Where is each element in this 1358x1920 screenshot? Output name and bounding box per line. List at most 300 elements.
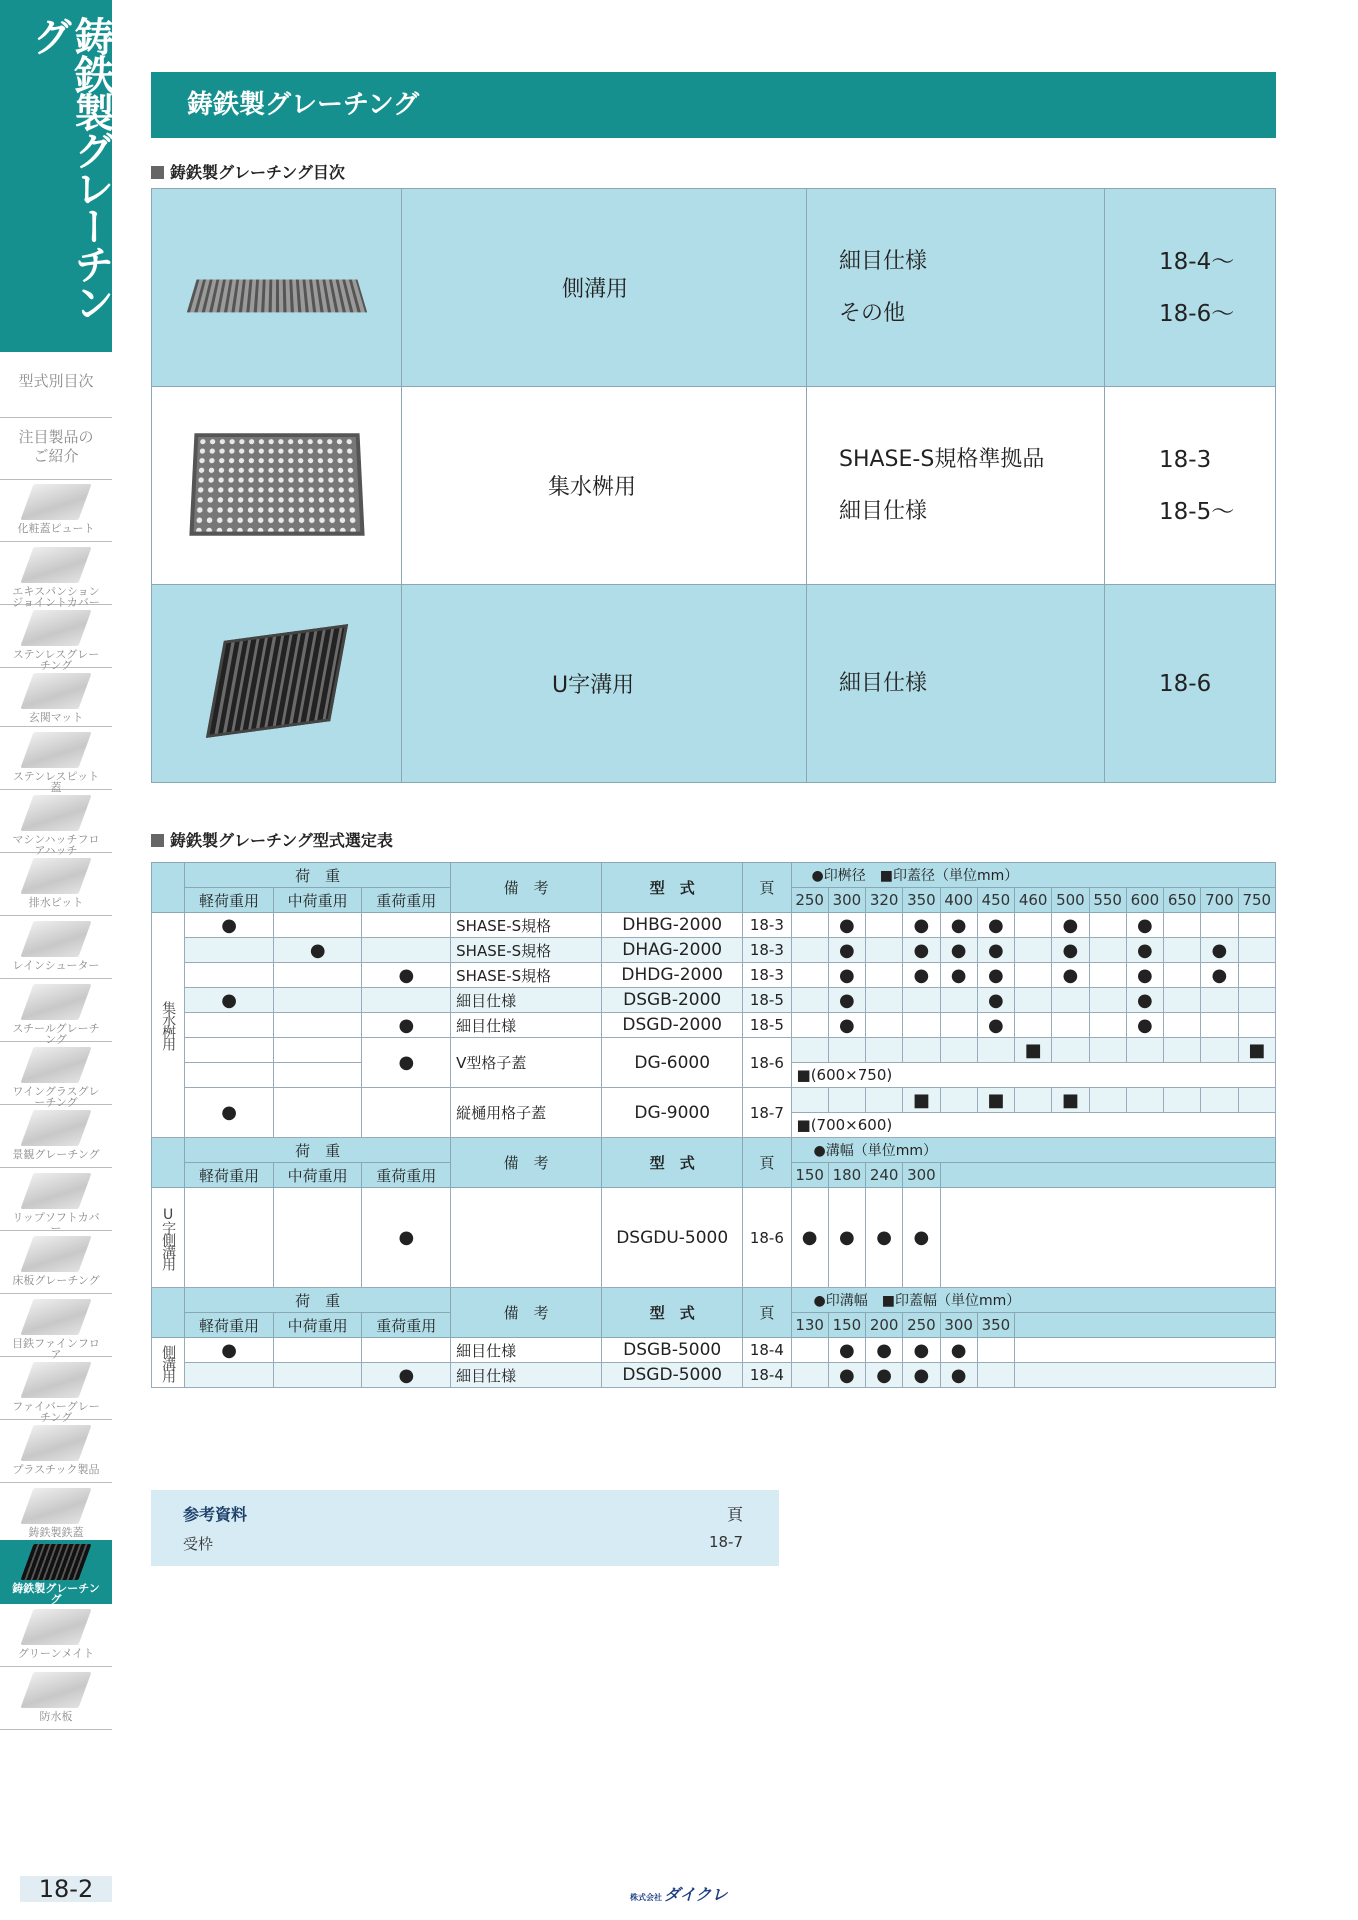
grid-cell: ● (977, 913, 1014, 938)
page-header: 頁 (743, 1288, 791, 1338)
sidebar-item-label: 化粧蓋ピュート (17, 522, 95, 535)
grid-cell (273, 1063, 362, 1088)
size-label: 250 (791, 888, 828, 913)
grid-cell (273, 1038, 362, 1063)
sidebar-item[interactable] (0, 1295, 112, 1361)
grid-cell (362, 988, 451, 1013)
model-header: 型 式 (602, 863, 743, 913)
toc-spec: 細目仕様 その他 (807, 189, 1105, 387)
grid-cell: ● (362, 1363, 451, 1388)
sidebar-item[interactable] (0, 1106, 112, 1168)
product-thumbnail (20, 1299, 91, 1335)
grid-cell (1089, 938, 1126, 963)
grid-cell (1164, 1013, 1201, 1038)
sidebar-item[interactable] (0, 1605, 112, 1667)
page-ref: 18-6 (743, 1038, 791, 1088)
grid-cell: ● (1201, 938, 1238, 963)
grid-cell (273, 1363, 362, 1388)
sidebar-item[interactable] (0, 854, 112, 916)
table-row[interactable]: ● 縦樋用格子蓋 DG-9000 18-7 ■ ■ ■ (152, 1088, 1276, 1113)
grid-cell: ● (903, 1188, 940, 1288)
load-heavy: 重荷重用 (362, 1313, 451, 1338)
grid-cell (273, 913, 362, 938)
grid-cell (1201, 1038, 1238, 1063)
grid-cell (273, 1188, 362, 1288)
grid-cell: ● (828, 988, 865, 1013)
sidebar-item[interactable] (0, 1668, 112, 1730)
sidebar-item-label: 防水板 (39, 1710, 73, 1723)
product-thumbnail (20, 547, 91, 583)
grid-cell (1238, 1088, 1275, 1113)
sidebar-item-label: ファイバーグレーチング (12, 1400, 100, 1424)
sidebar-item[interactable] (0, 1043, 112, 1109)
load-heavy: 重荷重用 (362, 1163, 451, 1188)
grid-cell (866, 1038, 903, 1063)
grid-cell (903, 1038, 940, 1063)
grid-cell: ● (828, 963, 865, 988)
grid-cell (791, 1038, 828, 1063)
grid-cell: ● (977, 988, 1014, 1013)
toc-row[interactable] (152, 189, 1276, 387)
sidebar-item-model-index[interactable] (0, 368, 112, 418)
sidebar-item[interactable] (0, 1232, 112, 1294)
model: DSGB-5000 (602, 1338, 743, 1363)
size-label: 460 (1015, 888, 1052, 913)
sidebar-item[interactable] (0, 669, 112, 727)
grid-cell (791, 1013, 828, 1038)
grid-cell (1089, 1088, 1126, 1113)
reference-row[interactable] (183, 1533, 743, 1554)
product-image (152, 585, 402, 783)
page-ref: 18-4 (743, 1363, 791, 1388)
sidebar-item-label: 玄関マット (28, 711, 84, 724)
grid-cell (1015, 938, 1052, 963)
grid-cell: ● (1052, 938, 1089, 963)
grid-cell (1089, 1038, 1126, 1063)
sidebar-item-label: 排水ピット (28, 896, 84, 909)
size-label: 750 (1238, 888, 1275, 913)
remark: SHASE-S規格 (451, 913, 602, 938)
grid-cell (185, 938, 274, 963)
remark: 細目仕様 (451, 1338, 602, 1363)
grid-cell: ● (185, 988, 274, 1013)
table-row[interactable] (152, 963, 1276, 988)
grid-cell: ■ (977, 1088, 1014, 1113)
table-row[interactable] (152, 1013, 1276, 1038)
size-note: ■(600×750) (791, 1063, 1275, 1088)
model: DG-6000 (602, 1038, 743, 1088)
toc-spec: SHASE-S規格準拠品 細目仕様 (807, 387, 1105, 585)
grid-cell (866, 1088, 903, 1113)
reference-page-header: 頁 (726, 1505, 743, 1524)
grid-cell (791, 1338, 828, 1363)
model: DHDG-2000 (602, 963, 743, 988)
sidebar-item-label: 床板グレーチング (12, 1274, 100, 1287)
product-thumbnail (20, 1110, 91, 1146)
model: DG-9000 (602, 1088, 743, 1138)
size-label: 450 (977, 888, 1014, 913)
selection-table (151, 862, 1276, 1388)
grid-cell: ■ (903, 1088, 940, 1113)
grid-cell (1164, 913, 1201, 938)
grid-cell (1238, 938, 1275, 963)
grid-cell (1238, 988, 1275, 1013)
grid-cell: ● (866, 1188, 903, 1288)
grid-cell (791, 1363, 828, 1388)
load-light: 軽荷重用 (185, 1163, 274, 1188)
grid-cell: ● (903, 1338, 940, 1363)
product-image (152, 189, 402, 387)
sidebar-item[interactable] (0, 728, 112, 794)
grid-cell (1015, 963, 1052, 988)
grid-cell (1164, 988, 1201, 1013)
remark: SHASE-S規格 (451, 963, 602, 988)
sidebar-item-label: プラスチック製品 (12, 1463, 100, 1476)
reference-title: 参考資料 (183, 1505, 248, 1524)
grid-cell (791, 1088, 828, 1113)
grid-cell: ● (977, 1013, 1014, 1038)
toc-name: 集水桝用 (402, 387, 807, 585)
grid-cell (1238, 963, 1275, 988)
toc-page[interactable]: 18-4〜 18-6〜 (1105, 189, 1276, 387)
page-ref: 18-3 (743, 913, 791, 938)
model: DSGDU-5000 (602, 1188, 743, 1288)
product-thumbnail (20, 1236, 91, 1272)
sidebar-item[interactable] (0, 543, 112, 609)
grid-cell: ● (1126, 988, 1163, 1013)
grid-cell (866, 963, 903, 988)
grid-cell: ■ (1015, 1038, 1052, 1063)
sidebar-item[interactable] (0, 606, 112, 672)
size-label: 200 (866, 1313, 903, 1338)
grid-cell (866, 913, 903, 938)
table-row[interactable] (152, 988, 1276, 1013)
sidebar-item-label: エキスパンションジョイントカバー (12, 585, 100, 609)
sidebar-item-label: ワイングラスグレーチング (12, 1085, 100, 1109)
load-header: 荷 重 (185, 863, 451, 888)
model-header: 型 式 (602, 1288, 743, 1338)
load-medium: 中荷重用 (273, 888, 362, 913)
grid-cell (977, 1363, 1014, 1388)
grid-cell: ● (903, 1363, 940, 1388)
grid-cell (1164, 963, 1201, 988)
size-header: ●溝幅（単位mm） (791, 1138, 1275, 1163)
size-label: 300 (940, 1313, 977, 1338)
remark: SHASE-S規格 (451, 938, 602, 963)
grid-cell: ● (828, 1013, 865, 1038)
grid-cell (940, 1038, 977, 1063)
sidebar-item[interactable] (0, 1540, 112, 1604)
group-label: 側溝用 (152, 1338, 185, 1388)
remark-header: 備 考 (451, 1138, 602, 1188)
product-thumbnail (20, 484, 91, 520)
sidebar-item-label: ステンレスグレーチング (12, 648, 100, 672)
model: DSGB-2000 (602, 988, 743, 1013)
grid-cell (273, 1338, 362, 1363)
size-label: 350 (903, 888, 940, 913)
grid-cell (977, 1338, 1014, 1363)
remark: V型格子蓋 (451, 1038, 602, 1088)
sidebar-item-label: 鋳鉄製グレーチング (12, 1582, 100, 1606)
grid-cell: ● (362, 1188, 451, 1288)
load-medium: 中荷重用 (273, 1163, 362, 1188)
load-medium: 中荷重用 (273, 1313, 362, 1338)
load-light: 軽荷重用 (185, 888, 274, 913)
sidebar-item-label: ステンレスピット蓋 (12, 770, 100, 794)
size-label: 350 (977, 1313, 1014, 1338)
grid-cell: ● (828, 938, 865, 963)
sidebar-item[interactable] (0, 917, 112, 979)
toc-page[interactable]: 18-3 18-5〜 (1105, 387, 1276, 585)
size-note: ■(700×600) (791, 1113, 1275, 1138)
grid-cell (1164, 1088, 1201, 1113)
product-thumbnail (20, 1173, 91, 1209)
grid-cell (273, 988, 362, 1013)
grid-cell (791, 913, 828, 938)
grid-cell (1015, 1088, 1052, 1113)
grid-cell (1201, 988, 1238, 1013)
toc-name: U字溝用 (402, 585, 807, 783)
sidebar-item[interactable] (0, 791, 112, 857)
product-image (152, 387, 402, 585)
sidebar-item-label: グリーンメイト (17, 1647, 95, 1660)
grid-cell (940, 988, 977, 1013)
grid-cell (1052, 1013, 1089, 1038)
grid-cell: ● (940, 913, 977, 938)
size-label: 500 (1052, 888, 1089, 913)
grid-cell: ● (1052, 913, 1089, 938)
grid-cell: ● (903, 913, 940, 938)
grid-cell (1201, 1013, 1238, 1038)
size-label: 150 (791, 1163, 828, 1188)
product-thumbnail (20, 673, 91, 709)
grid-cell: ● (828, 1188, 865, 1288)
grid-cell: ● (828, 1338, 865, 1363)
grid-cell (977, 1038, 1014, 1063)
sidebar-item-label: リップソフトカバー (12, 1211, 100, 1235)
product-thumbnail (20, 1488, 91, 1524)
size-label: 600 (1126, 888, 1163, 913)
grid-cell (1089, 913, 1126, 938)
table-row[interactable] (152, 1363, 1276, 1388)
grid-cell (903, 1013, 940, 1038)
product-thumbnail (20, 1047, 91, 1083)
grid-cell (791, 988, 828, 1013)
sidebar-item-label: スチールグレーチング (12, 1022, 100, 1046)
grid-cell (828, 1038, 865, 1063)
grid-cell: ● (903, 963, 940, 988)
grid-cell (273, 963, 362, 988)
grid-cell: ● (977, 938, 1014, 963)
grid-cell: ● (362, 963, 451, 988)
size-header: ●印桝径 ■印蓋径（単位mm） (791, 863, 1275, 888)
grid-cell (1052, 1038, 1089, 1063)
grid-cell (362, 913, 451, 938)
grid-cell (903, 988, 940, 1013)
model-header: 型 式 (602, 1138, 743, 1188)
size-label: 300 (828, 888, 865, 913)
size-label: 400 (940, 888, 977, 913)
toc-section-title: 鋳鉄製グレーチング目次 (151, 160, 345, 183)
grid-cell (1238, 913, 1275, 938)
product-thumbnail (20, 858, 91, 894)
grid-cell: ● (362, 1013, 451, 1038)
size-label: 130 (791, 1313, 828, 1338)
load-header: 荷 重 (185, 1138, 451, 1163)
grid-cell: ● (1126, 913, 1163, 938)
table-row[interactable] (152, 1338, 1276, 1363)
page-title: 鋳鉄製グレーチング (151, 72, 1276, 138)
grid-cell (1201, 1088, 1238, 1113)
sidebar-item-label: レインシューター (12, 959, 100, 972)
grid-cell: ■ (1238, 1038, 1275, 1063)
size-label: 650 (1164, 888, 1201, 913)
model: DHBG-2000 (602, 913, 743, 938)
product-thumbnail (20, 795, 91, 831)
table-row[interactable] (152, 1038, 1276, 1063)
reference-box (151, 1490, 779, 1566)
grid-cell: ● (940, 1338, 977, 1363)
product-thumbnail (20, 1544, 91, 1580)
grid-cell (362, 938, 451, 963)
grid-cell: ● (1126, 1013, 1163, 1038)
grid-cell (1126, 1088, 1163, 1113)
product-thumbnail (20, 1362, 91, 1398)
size-label: 550 (1089, 888, 1126, 913)
toc-name: 側溝用 (402, 189, 807, 387)
reference-item: 受枠 (183, 1535, 214, 1553)
sidebar-item-label: 目鉄ファインフロア (12, 1337, 100, 1361)
grid-cell: ● (1052, 963, 1089, 988)
page-ref: 18-5 (743, 1013, 791, 1038)
sidebar-item-label: 型式別目次 (18, 372, 94, 390)
company-logo: 株式会社 ダイクレ (630, 1885, 728, 1904)
grid-cell (866, 1013, 903, 1038)
grid-cell (185, 963, 274, 988)
grid-cell (1164, 1038, 1201, 1063)
table-row[interactable] (152, 938, 1276, 963)
toc-page[interactable]: 18-6 (1105, 585, 1276, 783)
grid-cell: ● (977, 963, 1014, 988)
sidebar-item[interactable] (0, 980, 112, 1046)
grid-cell: ■ (1052, 1088, 1089, 1113)
sidebar-item[interactable] (0, 1421, 112, 1483)
model: DSGD-5000 (602, 1363, 743, 1388)
grid-cell: ● (903, 938, 940, 963)
reference-page: 18-7 (708, 1533, 743, 1551)
sidebar-item-label: 注目製品のご紹介 (18, 428, 94, 465)
grid-cell (828, 1088, 865, 1113)
grid-cell (1015, 913, 1052, 938)
grid-cell (791, 963, 828, 988)
table-row[interactable] (152, 1188, 1276, 1288)
toc-row[interactable] (152, 387, 1276, 585)
grid-cell (1201, 913, 1238, 938)
page-ref: 18-6 (743, 1188, 791, 1288)
grid-cell (940, 1088, 977, 1113)
remark: 縦樋用格子蓋 (451, 1088, 602, 1138)
sidebar-item-label: 景観グレーチング (12, 1148, 100, 1161)
size-header: ●印溝幅 ■印蓋幅（単位mm） (791, 1288, 1275, 1313)
grid-cell: ● (940, 938, 977, 963)
page-ref: 18-3 (743, 938, 791, 963)
size-label: 700 (1201, 888, 1238, 913)
page-ref: 18-3 (743, 963, 791, 988)
grid-cell (185, 1363, 274, 1388)
sidebar-item-label: 鋳鉄製鉄蓋 (28, 1526, 84, 1539)
grid-cell (1089, 1013, 1126, 1038)
page-ref: 18-4 (743, 1338, 791, 1363)
grid-cell: ● (940, 963, 977, 988)
grid-cell: ● (791, 1188, 828, 1288)
sidebar-item[interactable] (0, 1484, 112, 1546)
remark-header: 備 考 (451, 1288, 602, 1338)
grid-cell: ● (273, 938, 362, 963)
side-category-tab: 鋳鉄製グレーチング (0, 0, 112, 352)
model: DHAG-2000 (602, 938, 743, 963)
grid-cell (185, 1013, 274, 1038)
grid-cell (362, 1338, 451, 1363)
grid-cell (1164, 938, 1201, 963)
product-thumbnail (20, 1425, 91, 1461)
grid-cell (866, 988, 903, 1013)
grid-cell: ● (828, 1363, 865, 1388)
grid-cell: ● (1201, 963, 1238, 988)
page-ref: 18-7 (743, 1088, 791, 1138)
product-thumbnail (20, 732, 91, 768)
product-thumbnail (20, 1672, 91, 1708)
toc-row[interactable] (152, 585, 1276, 783)
grid-cell (1089, 963, 1126, 988)
table-header-row (152, 863, 1276, 888)
page-number: 18-2 (20, 1876, 112, 1902)
grid-cell: ● (362, 1038, 451, 1088)
page-ref: 18-5 (743, 988, 791, 1013)
grid-cell: ● (866, 1363, 903, 1388)
remark: 細目仕様 (451, 988, 602, 1013)
page-header: 頁 (743, 863, 791, 913)
sidebar-item[interactable] (0, 1169, 112, 1235)
grid-cell (185, 1038, 274, 1063)
sidebar-item[interactable] (0, 480, 112, 542)
load-heavy: 重荷重用 (362, 888, 451, 913)
grid-cell (940, 1013, 977, 1038)
grid-cell (185, 1063, 274, 1088)
toc-spec: 細目仕様 (807, 585, 1105, 783)
toc-table (151, 188, 1276, 783)
grid-cell: ● (1126, 963, 1163, 988)
product-thumbnail (20, 610, 91, 646)
grid-cell: ● (866, 1338, 903, 1363)
sidebar-item-featured[interactable] (0, 420, 112, 480)
load-light: 軽荷重用 (185, 1313, 274, 1338)
page-header: 頁 (743, 1138, 791, 1188)
size-label: 240 (866, 1163, 903, 1188)
sidebar-item[interactable] (0, 1358, 112, 1424)
remark: 細目仕様 (451, 1363, 602, 1388)
grid-cell (866, 938, 903, 963)
remark-header: 備 考 (451, 863, 602, 913)
remark: 細目仕様 (451, 1013, 602, 1038)
group-label: 集水桝用 (152, 913, 185, 1138)
size-label: 150 (828, 1313, 865, 1338)
grid-cell: ● (185, 1338, 274, 1363)
grid-cell (1015, 1013, 1052, 1038)
product-thumbnail (20, 921, 91, 957)
load-header: 荷 重 (185, 1288, 451, 1313)
group-label: U字側溝用 (152, 1188, 185, 1288)
table-row[interactable] (152, 913, 1276, 938)
